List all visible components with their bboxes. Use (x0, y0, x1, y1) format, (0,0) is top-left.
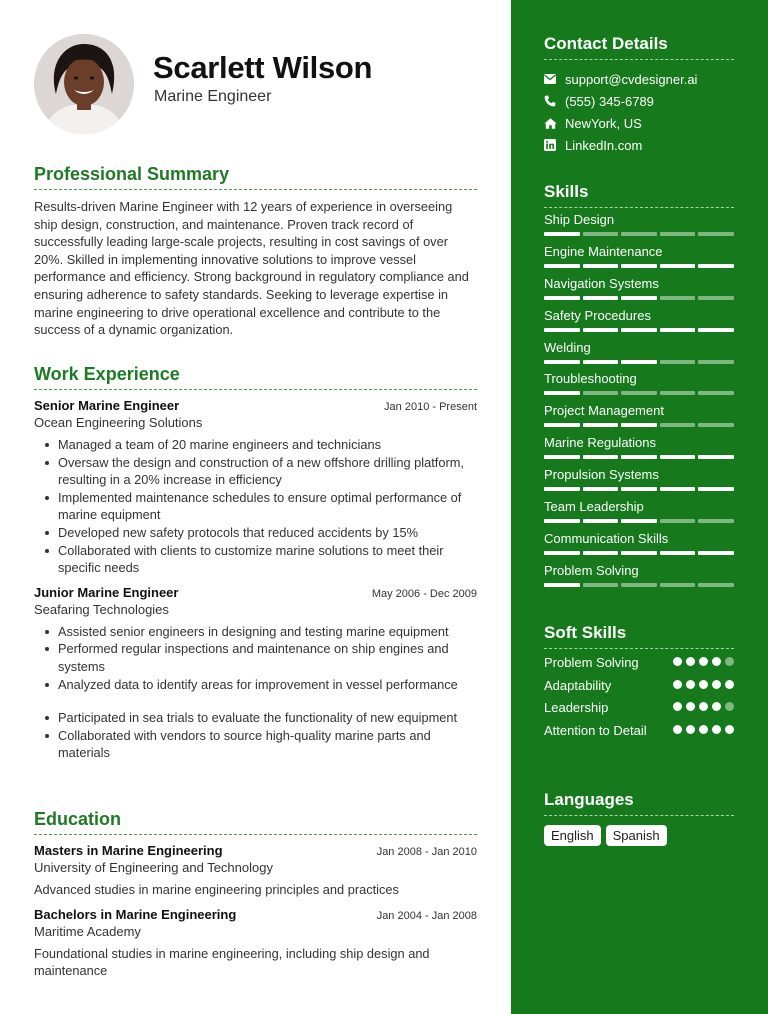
section-title: Contact Details (544, 34, 734, 60)
section-title: Languages (544, 790, 734, 816)
skill-level-segment (660, 328, 696, 332)
skill-level-segment (544, 328, 580, 332)
skill-level-segment (660, 487, 696, 491)
soft-skill-item (544, 677, 734, 695)
rating-dot (686, 680, 695, 689)
skill-item (544, 559, 734, 591)
list-item: Analyzed data to identify areas for improvement in vessel performance (34, 676, 477, 694)
sidebar (511, 0, 768, 1014)
section-title: Professional Summary (34, 164, 477, 190)
skill-level-bar (544, 487, 734, 491)
skill-level-bar (544, 296, 734, 300)
skill-item (544, 527, 734, 559)
rating-dot (725, 725, 734, 734)
skill-item (544, 336, 734, 368)
skill-name: Propulsion Systems (544, 467, 659, 483)
skill-item (544, 240, 734, 272)
language-badge: Spanish (606, 825, 667, 846)
profile-photo (34, 34, 134, 134)
rating-dot (699, 725, 708, 734)
education-entry (34, 907, 477, 980)
skill-item (544, 272, 734, 304)
skill-level-segment (583, 264, 619, 268)
skill-level-segment (660, 583, 696, 587)
summary-section (34, 164, 477, 339)
skill-level-segment (621, 583, 657, 587)
soft-skill-name: Adaptability (544, 677, 612, 693)
contact-phone-text: (555) 345-6789 (565, 93, 654, 109)
rating-dot (699, 680, 708, 689)
skill-level-segment (583, 487, 619, 491)
education-section (34, 809, 477, 980)
skill-level-segment (698, 423, 734, 427)
skill-name: Troubleshooting (544, 371, 637, 387)
contact-location-text: NewYork, US (565, 115, 642, 131)
skill-level-segment (621, 423, 657, 427)
skill-level-segment (544, 423, 580, 427)
skills-section (544, 182, 734, 591)
soft-skill-rating (673, 677, 734, 689)
degree: Masters in Marine Engineering (34, 843, 223, 858)
skill-item (544, 367, 734, 399)
education-dates: Jan 2004 - Jan 2008 (376, 909, 477, 922)
rating-dot (725, 680, 734, 689)
job-entry (34, 585, 477, 762)
section-title: Skills (544, 182, 734, 208)
rating-dot (725, 657, 734, 666)
list-item: Implemented maintenance schedules to ensure optimal performance of marine equipment (34, 489, 477, 524)
language-list (544, 825, 734, 846)
skill-level-bar (544, 583, 734, 587)
education-dates: Jan 2008 - Jan 2010 (376, 846, 477, 858)
skill-level-segment (698, 455, 734, 459)
skill-level-segment (544, 519, 580, 523)
skill-level-segment (544, 455, 580, 459)
job-dates: Jan 2010 - Present (384, 401, 477, 413)
soft-skill-rating (673, 654, 734, 666)
contact-email[interactable] (544, 68, 734, 90)
list-item: Collaborated with vendors to source high-quality marine parts and materials (34, 727, 477, 762)
skill-item (544, 208, 734, 240)
skill-level-segment (698, 264, 734, 268)
rating-dot (686, 725, 695, 734)
skill-level-segment (621, 519, 657, 523)
skill-level-segment (583, 583, 619, 587)
skill-level-segment (660, 296, 696, 300)
skill-level-segment (660, 360, 696, 364)
skill-level-segment (698, 296, 734, 300)
skill-level-segment (621, 264, 657, 268)
skill-level-segment (621, 232, 657, 236)
skill-level-bar (544, 328, 734, 332)
skill-level-segment (621, 360, 657, 364)
list-item: Managed a team of 20 marine engineers and technicians (34, 436, 477, 454)
skill-level-segment (698, 519, 734, 523)
skill-level-segment (698, 583, 734, 587)
skill-level-segment (698, 328, 734, 332)
job-dates: May 2006 - Dec 2009 (371, 587, 477, 600)
skill-level-segment (698, 551, 734, 555)
rating-dot (673, 657, 682, 666)
languages-section (544, 790, 734, 846)
skill-level-segment (544, 391, 580, 395)
skill-name: Welding (544, 339, 591, 355)
work-section (34, 364, 477, 762)
skill-level-bar (544, 232, 734, 236)
degree: Bachelors in Marine Engineering (34, 906, 237, 922)
skill-item (544, 431, 734, 463)
skill-name: Communication Skills (544, 530, 669, 546)
skill-level-bar (544, 391, 734, 395)
skill-name: Ship Design (544, 212, 615, 227)
skill-name: Safety Procedures (544, 307, 651, 323)
rating-dot (725, 702, 734, 711)
list-item: Collaborated with clients to customize marine solutions to meet their specific needs (34, 542, 477, 577)
phone-icon (544, 95, 565, 107)
avatar (34, 34, 134, 134)
section-title: Soft Skills (544, 623, 734, 649)
rating-dot (712, 725, 721, 734)
skill-name: Team Leadership (544, 499, 644, 515)
soft-skills-section (544, 623, 734, 739)
rating-dot (712, 657, 721, 666)
list-item: Assisted senior engineers in designing and testing marine equipment (34, 623, 477, 641)
skill-name: Engine Maintenance (544, 243, 663, 259)
skill-level-segment (583, 232, 619, 236)
contact-email-text: support@cvdesigner.ai (565, 71, 698, 87)
education-description: Foundational studies in marine engineering, including ship design and maintenance (34, 945, 430, 979)
job-bullets (34, 623, 477, 762)
soft-skill-item (544, 654, 734, 672)
skill-level-segment (660, 264, 696, 268)
rating-dot (673, 680, 682, 689)
candidate-role: Marine Engineer (154, 88, 272, 105)
skill-level-bar (544, 455, 734, 459)
skill-level-segment (660, 391, 696, 395)
skill-item (544, 463, 734, 495)
rating-dot (673, 725, 682, 734)
skill-level-segment (621, 487, 657, 491)
soft-skill-name: Problem Solving (544, 655, 639, 670)
skills-list (544, 208, 734, 591)
skill-level-segment (660, 455, 696, 459)
section-title: Work Experience (34, 364, 477, 390)
job-title: Senior Marine Engineer (34, 398, 180, 413)
skill-level-segment (698, 487, 734, 491)
contact-linkedin[interactable] (544, 134, 734, 156)
skill-level-bar (544, 360, 734, 364)
language-badge: English (544, 825, 601, 846)
skill-level-segment (583, 391, 619, 395)
skill-level-segment (583, 423, 619, 427)
list-item: Participated in sea trials to evaluate the functionality of new equipment (34, 709, 477, 727)
rating-dot (712, 680, 721, 689)
education-entry (34, 843, 477, 899)
job-bullets (34, 436, 477, 577)
skill-level-bar (544, 519, 734, 523)
contact-section (544, 34, 734, 156)
section-title: Education (34, 809, 477, 835)
skill-name: Marine Regulations (544, 435, 657, 451)
rating-dot (712, 702, 721, 711)
skill-level-segment (544, 487, 580, 491)
skill-level-segment (544, 360, 580, 364)
skill-level-bar (544, 423, 734, 427)
rating-dot (699, 702, 708, 711)
job-entry (34, 398, 477, 577)
skill-level-segment (583, 455, 619, 459)
envelope-icon (544, 74, 565, 84)
linkedin-icon (544, 139, 565, 151)
list-item: Performed regular inspections and maintenance on ship engines and systems (34, 640, 477, 675)
skill-level-segment (544, 232, 580, 236)
skill-level-segment (544, 264, 580, 268)
summary-text: Results-driven Marine Engineer with 12 years of experience in overseeing ship design, construction, and maintenance. Proven track record of successfully leading large-scale projects, resulting in cost savings of over 20%. Skilled in implementing innovative solutions to improve vessel performance and efficiency. Strong background in regulatory compliance and ensuring adherence to safety standards. Seeking to leverage expertise in marine engineering to drive operational excellence and contribute to the success of a dynamic organization. (34, 199, 469, 338)
skill-level-segment (621, 391, 657, 395)
skill-level-segment (621, 455, 657, 459)
rating-dot (673, 702, 682, 711)
list-item: Developed new safety protocols that reduced accidents by 15% (34, 524, 477, 542)
skill-level-segment (621, 328, 657, 332)
school: Maritime Academy (34, 923, 141, 939)
skill-level-segment (660, 232, 696, 236)
list-item: Oversaw the design and construction of a new offshore drilling platform, resulting in a 20% increase in efficiency (34, 454, 477, 489)
soft-skill-item (544, 699, 734, 717)
skill-level-segment (660, 423, 696, 427)
education-description: Advanced studies in marine engineering principles and practices (34, 882, 399, 897)
skill-item (544, 304, 734, 336)
skill-level-segment (544, 296, 580, 300)
skill-item (544, 495, 734, 527)
skill-level-segment (544, 583, 580, 587)
job-company: Seafaring Technologies (34, 601, 169, 617)
rating-dot (699, 657, 708, 666)
candidate-name: Scarlett Wilson (153, 50, 373, 85)
skill-level-segment (621, 551, 657, 555)
skill-level-segment (660, 551, 696, 555)
school: University of Engineering and Technology (34, 860, 273, 875)
skill-level-bar (544, 264, 734, 268)
skill-name: Navigation Systems (544, 275, 659, 291)
skill-level-segment (583, 551, 619, 555)
skill-name: Problem Solving (544, 562, 639, 578)
skill-name: Project Management (544, 403, 664, 419)
contact-linkedin-text: LinkedIn.com (565, 137, 643, 153)
soft-skills-list (544, 654, 734, 739)
skill-level-segment (698, 391, 734, 395)
skill-level-segment (621, 296, 657, 300)
soft-skill-rating (673, 722, 734, 734)
soft-skill-item (544, 722, 734, 740)
soft-skill-rating (673, 699, 734, 711)
skill-level-segment (544, 551, 580, 555)
skill-level-segment (583, 519, 619, 523)
job-title: Junior Marine Engineer (34, 584, 179, 600)
skill-level-segment (698, 360, 734, 364)
soft-skill-name: Leadership (544, 700, 609, 715)
skill-level-segment (583, 328, 619, 332)
skill-level-segment (583, 296, 619, 300)
rating-dot (686, 702, 695, 711)
skill-level-segment (660, 519, 696, 523)
skill-level-bar (544, 551, 734, 555)
rating-dot (686, 657, 695, 666)
job-company: Ocean Engineering Solutions (34, 415, 203, 430)
soft-skill-name: Attention to Detail (544, 722, 647, 738)
skill-level-segment (698, 232, 734, 236)
contact-phone[interactable] (544, 90, 734, 112)
skill-level-segment (583, 360, 619, 364)
contact-location (544, 112, 734, 134)
skill-item (544, 399, 734, 431)
home-icon (544, 118, 565, 129)
